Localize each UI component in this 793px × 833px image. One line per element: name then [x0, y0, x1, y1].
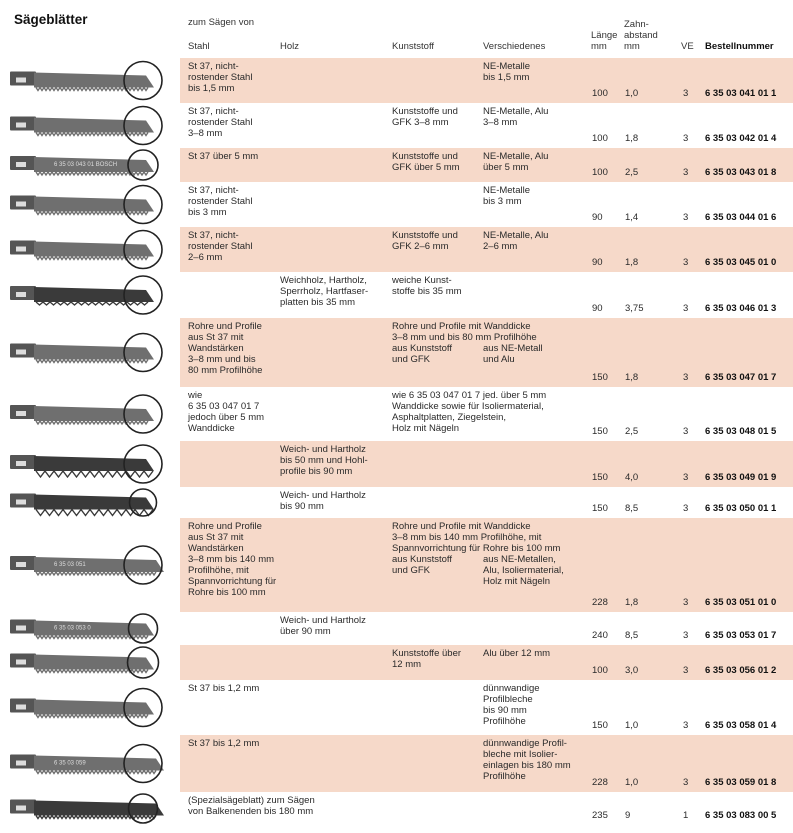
- cell-zahnabstand: 2,5: [625, 167, 639, 178]
- saw-blade-image: [6, 645, 176, 680]
- table-row: [0, 318, 793, 387]
- cell-bestellnummer: 6 35 03 048 01 5: [705, 426, 777, 437]
- table-row: [0, 148, 793, 182]
- cell-ve: 3: [683, 503, 689, 514]
- cell-kunststoff: Kunststoffe über 12 mm: [392, 648, 462, 670]
- header-bestellnummer: Bestellnummer: [705, 41, 774, 52]
- blade-body: [34, 242, 154, 257]
- table-row: [0, 518, 793, 612]
- saw-blade-image: [6, 680, 176, 735]
- row-band: [180, 487, 793, 518]
- cell-verschiedenes: dünnwandige Profilbleche bis 90 mm Profilhöhe: [483, 683, 540, 727]
- blade-body: [34, 73, 154, 88]
- saw-blade-illustration: [6, 487, 176, 518]
- blade-label: 6 35 03 043 01 BOSCH: [54, 162, 118, 168]
- cell-stahl: St 37 bis 1,2 mm: [188, 738, 260, 749]
- table-row: [0, 487, 793, 518]
- cell-stahl: St 37, nicht- rostender Stahl 3–8 mm: [188, 106, 253, 139]
- cell-stahl: St 37 über 5 mm: [188, 151, 259, 162]
- saw-blade-image: [6, 518, 176, 612]
- cell-zahnabstand: 8,5: [625, 630, 639, 641]
- blade-body: [34, 345, 154, 360]
- blade-shank-hole: [16, 660, 26, 665]
- header-holz: Holz: [280, 41, 300, 52]
- saw-blade-illustration: [6, 680, 176, 735]
- cell-bestellnummer: 6 35 03 058 01 4: [705, 720, 777, 731]
- table-row: [0, 227, 793, 272]
- cell-bestellnummer: 6 35 03 042 01 4: [705, 133, 777, 144]
- cell-holz: Weichholz, Hartholz, Sperrholz, Hartfaser- platten bis 35 mm: [280, 275, 369, 308]
- cell-zahnabstand: 4,0: [625, 472, 639, 483]
- blade-shank-hole: [16, 562, 26, 567]
- blade-body: [34, 287, 154, 302]
- blade-teeth: [36, 471, 153, 477]
- table-row: [0, 272, 793, 318]
- saw-blade-image: [6, 792, 176, 825]
- cell-laenge: 100: [592, 167, 608, 178]
- header-group: zum Sägen von: [188, 17, 255, 28]
- cell-bestellnummer: 6 35 03 049 01 9: [705, 472, 777, 483]
- cell-laenge: 100: [592, 665, 608, 676]
- cell-zahnabstand: 8,5: [625, 503, 639, 514]
- saw-blade-illustration: [6, 645, 176, 680]
- table-row: [0, 612, 793, 645]
- cell-bestellnummer: 6 35 03 046 01 3: [705, 303, 777, 314]
- cell-ve: 1: [683, 810, 689, 821]
- blade-teeth: [36, 88, 148, 91]
- blade-body: [34, 621, 154, 636]
- saw-blade-illustration: [6, 58, 176, 103]
- saw-blade-image: [6, 103, 176, 148]
- cell-laenge: 90: [592, 257, 603, 268]
- cell-stahl: St 37, nicht- rostender Stahl bis 3 mm: [188, 185, 253, 218]
- table-row: [0, 680, 793, 735]
- cell-zahnabstand: 1,8: [625, 133, 639, 144]
- cell-bestellnummer: 6 35 03 047 01 7: [705, 372, 777, 383]
- blade-shank-hole: [16, 500, 26, 505]
- blade-label: 6 35 03 053 0: [54, 625, 91, 632]
- cell-zahnabstand: 1,4: [625, 212, 639, 223]
- blade-teeth: [36, 257, 148, 260]
- cell-stahl: wie 6 35 03 047 01 7 jedoch über 5 mm Wanddicke: [188, 390, 265, 434]
- cell-verschiedenes: NE-Metalle, Alu 2–6 mm: [483, 230, 549, 252]
- table-row: [0, 103, 793, 148]
- cell-laenge: 100: [592, 88, 608, 99]
- table-row: [0, 182, 793, 227]
- saw-blade-illustration: [6, 318, 176, 387]
- cell-verschiedenes: dünnwandige Profil- bleche mit Isolier- einlagen bis 180 mm Profilhöhe: [483, 738, 571, 782]
- cell-zahnabstand: 3,75: [625, 303, 644, 314]
- header-kunststoff: Kunststoff: [392, 41, 435, 52]
- page-title: Sägeblätter: [14, 12, 88, 27]
- saw-blade-illustration: [6, 103, 176, 148]
- blade-shank-hole: [16, 247, 26, 252]
- saw-blade-image: [6, 387, 176, 441]
- blade-teeth: [36, 212, 148, 215]
- cell-verschiedenes: NE-Metalle bis 3 mm: [483, 185, 530, 207]
- cell-ve: 3: [683, 630, 689, 641]
- saw-blade-image: [6, 227, 176, 272]
- cell-stahl: St 37, nicht- rostender Stahl bis 1,5 mm: [188, 61, 253, 94]
- cell-laenge: 150: [592, 503, 608, 514]
- saw-blade-illustration: [6, 518, 176, 612]
- row-band: [180, 612, 793, 645]
- blade-shank-hole: [16, 123, 26, 128]
- saw-blade-image: [6, 487, 176, 518]
- cell-holz: Weich- und Hartholz bis 50 mm und Hohl- profile bis 90 mm: [280, 444, 368, 477]
- cell-stahl: (Spezialsägeblatt) zum Sägen von Balkenenden bis 180 mm: [188, 795, 315, 817]
- cell-ve: 3: [683, 212, 689, 223]
- blade-shank-hole: [16, 705, 26, 710]
- saw-blade-image: [6, 318, 176, 387]
- cell-stahl: Rohre und Profile aus St 37 mit Wandstärken 3–8 mm und bis 80 mm Profilhöhe: [188, 321, 263, 376]
- table-row: [0, 441, 793, 487]
- blade-shank-hole: [16, 292, 26, 297]
- cell-bestellnummer: 6 35 03 059 01 8: [705, 777, 777, 788]
- cell-ve: 3: [683, 133, 689, 144]
- row-band: [180, 441, 793, 487]
- blade-teeth: [36, 715, 148, 718]
- table-row: [0, 645, 793, 680]
- cell-holz: Weich- und Hartholz über 90 mm: [280, 615, 366, 637]
- blade-body: [34, 495, 154, 510]
- cell-verschiedenes: aus NE-Metall und Alu: [483, 343, 543, 365]
- saw-blade-illustration: [6, 387, 176, 441]
- cell-ve: 3: [683, 303, 689, 314]
- cell-laenge: 90: [592, 212, 603, 223]
- saw-blade-illustration: [6, 182, 176, 227]
- cell-ve: 3: [683, 88, 689, 99]
- cell-verschiedenes: NE-Metalle, Alu über 5 mm: [483, 151, 549, 173]
- cell-laenge: 228: [592, 597, 608, 608]
- blade-shank-hole: [16, 202, 26, 207]
- cell-laenge: 150: [592, 720, 608, 731]
- cell-zahnabstand: 1,8: [625, 372, 639, 383]
- blade-shank-hole: [16, 162, 26, 167]
- cell-bestellnummer: 6 35 03 050 01 1: [705, 503, 777, 514]
- cell-verschiedenes: NE-Metalle, Alu 3–8 mm: [483, 106, 549, 128]
- cell-ve: 3: [683, 426, 689, 437]
- blade-teeth: [36, 133, 148, 136]
- cell-kunststoff: Kunststoffe und GFK über 5 mm: [392, 151, 460, 173]
- cell-stahl: Rohre und Profile aus St 37 mit Wandstärken 3–8 mm bis 140 mm Profilhöhe, mit Spannvorrichtung für Rohre bis 100 mm: [188, 521, 277, 598]
- table-row: [0, 387, 793, 441]
- blade-shank-hole: [16, 411, 26, 416]
- cell-ve: 3: [683, 372, 689, 383]
- saw-blade-image: [6, 612, 176, 645]
- cell-zahnabstand: 1,8: [625, 597, 639, 608]
- cell-bestellnummer: 6 35 03 041 01 1: [705, 88, 777, 99]
- cell-laenge: 150: [592, 426, 608, 437]
- blade-shank-hole: [16, 78, 26, 83]
- saw-blade-image: [6, 441, 176, 487]
- header-laenge: Länge mm: [591, 30, 618, 52]
- cell-kunststoff: Rohre und Profile mit Wanddicke 3–8 mm bis 140 mm Profilhöhe, mit Spannvorrichtung für Rohre bis 100 mm aus Kunststoff und GFK: [392, 521, 561, 576]
- cell-laenge: 240: [592, 630, 608, 641]
- saw-blade-illustration: [6, 148, 176, 182]
- blade-teeth: [36, 816, 156, 819]
- saw-blade-illustration: [6, 735, 176, 792]
- blade-body: [34, 406, 154, 421]
- blade-teeth: [36, 421, 148, 424]
- saw-blade-image: [6, 148, 176, 182]
- cell-bestellnummer: 6 35 03 083 00 5: [705, 810, 777, 821]
- blade-body: [34, 118, 154, 133]
- blade-shank-hole: [16, 806, 26, 811]
- saw-blade-image: [6, 182, 176, 227]
- table-row: [0, 792, 793, 825]
- cell-zahnabstand: 1,0: [625, 777, 639, 788]
- blade-shank-hole: [16, 761, 26, 766]
- cell-ve: 3: [683, 720, 689, 731]
- cell-ve: 3: [683, 597, 689, 608]
- saw-blade-illustration: [6, 792, 176, 825]
- cell-bestellnummer: 6 35 03 045 01 0: [705, 257, 777, 268]
- cell-verschiedenes: NE-Metalle bis 1,5 mm: [483, 61, 530, 83]
- cell-zahnabstand: 2,5: [625, 426, 639, 437]
- cell-ve: 3: [683, 257, 689, 268]
- cell-ve: 3: [683, 777, 689, 788]
- cell-laenge: 100: [592, 133, 608, 144]
- saw-blade-image: [6, 272, 176, 318]
- cell-laenge: 235: [592, 810, 608, 821]
- cell-ve: 3: [683, 665, 689, 676]
- table-row: [0, 58, 793, 103]
- header-verschiedenes: Verschiedenes: [483, 41, 546, 52]
- header-stahl: Stahl: [188, 41, 210, 52]
- cell-bestellnummer: 6 35 03 051 01 0: [705, 597, 777, 608]
- saw-blade-illustration: [6, 441, 176, 487]
- cell-bestellnummer: 6 35 03 053 01 7: [705, 630, 777, 641]
- blade-label: 6 35 03 059: [54, 760, 86, 767]
- cell-laenge: 90: [592, 303, 603, 314]
- cell-kunststoff: weiche Kunst- stoffe bis 35 mm: [392, 275, 462, 297]
- cell-kunststoff: Rohre und Profile mit Wanddicke 3–8 mm und bis 80 mm Profilhöhe aus Kunststoff und GFK: [392, 321, 537, 365]
- blade-body: [34, 655, 154, 670]
- blade-label: 6 35 03 051: [54, 562, 86, 568]
- cell-bestellnummer: 6 35 03 056 01 2: [705, 665, 777, 676]
- blade-teeth: [36, 360, 148, 363]
- blade-teeth: [36, 771, 156, 774]
- blade-teeth: [36, 302, 148, 305]
- cell-zahnabstand: 1,8: [625, 257, 639, 268]
- saw-blade-illustration: [6, 272, 176, 318]
- saw-blade-image: [6, 58, 176, 103]
- cell-laenge: 150: [592, 472, 608, 483]
- cell-verschiedenes: aus NE-Metallen, Alu, Isoliermaterial, Holz mit Nägeln: [483, 554, 564, 587]
- cell-laenge: 228: [592, 777, 608, 788]
- header-ve: VE: [681, 41, 694, 52]
- saw-blade-illustration: [6, 612, 176, 645]
- blade-body: [34, 197, 154, 212]
- cell-ve: 3: [683, 472, 689, 483]
- cell-stahl: St 37, nicht- rostender Stahl 2–6 mm: [188, 230, 253, 263]
- table-row: [0, 735, 793, 792]
- cell-kunststoff: wie 6 35 03 047 01 7 jed. über 5 mm Wanddicke sowie für Isoliermaterial, Asphaltplatten, Ziegelstein, Holz mit Nägeln: [392, 390, 547, 434]
- cell-verschiedenes: Alu über 12 mm: [483, 648, 551, 659]
- cell-stahl: St 37 bis 1,2 mm: [188, 683, 260, 694]
- saw-blade-illustration: [6, 227, 176, 272]
- cell-zahnabstand: 9: [625, 810, 631, 821]
- saw-blade-image: [6, 735, 176, 792]
- blade-shank-hole: [16, 461, 26, 466]
- cell-zahnabstand: 3,0: [625, 665, 639, 676]
- blade-body: [34, 456, 154, 471]
- cell-laenge: 150: [592, 372, 608, 383]
- header-zahnabstand: Zahn- abstand mm: [624, 19, 658, 52]
- blade-shank-hole: [16, 350, 26, 355]
- cell-bestellnummer: 6 35 03 043 01 8: [705, 167, 777, 178]
- cell-zahnabstand: 1,0: [625, 720, 639, 731]
- cell-bestellnummer: 6 35 03 044 01 6: [705, 212, 777, 223]
- cell-kunststoff: Kunststoffe und GFK 3–8 mm: [392, 106, 458, 128]
- blade-body: [34, 700, 154, 715]
- cell-kunststoff: Kunststoffe und GFK 2–6 mm: [392, 230, 458, 252]
- blade-teeth: [36, 572, 156, 575]
- cell-zahnabstand: 1,0: [625, 88, 639, 99]
- row-band: [180, 272, 793, 318]
- cell-ve: 3: [683, 167, 689, 178]
- cell-holz: Weich- und Hartholz bis 90 mm: [280, 490, 366, 512]
- blade-shank-hole: [16, 626, 26, 631]
- blade-body: [34, 801, 164, 816]
